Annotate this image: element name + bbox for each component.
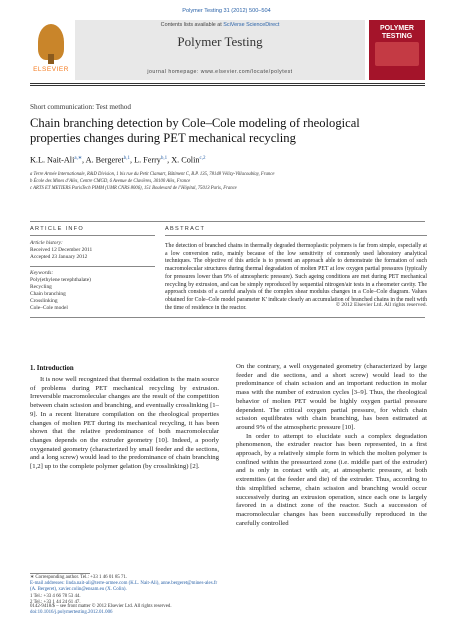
article-history — [30, 240, 92, 261]
footnotes — [30, 575, 219, 606]
footnote: 2 Tel.: +33 1 44 24 61 47. — [30, 599, 81, 605]
received-date: Received 12 December 2011 — [30, 247, 93, 253]
affiliation: b École des Mines d’Alès, Centre CMGD, 6 Avenue de Clavières, 30100 Alès, France — [30, 179, 191, 184]
journal-cover — [369, 20, 425, 80]
history-label: Article history: — [30, 240, 63, 246]
author-list: K.L. Nait-Ali$^{a,∗}$, A. Bergeret$^{b,1}$, L. Ferry$^{b,1}$, X. Colin$^{c,2}$ — [30, 155, 206, 165]
section-heading-introduction: 1. Introduction — [30, 365, 74, 372]
abstract-bottom-rule — [30, 317, 425, 318]
elsevier-logo — [30, 20, 72, 80]
journal-reference[interactable]: Polymer Testing 31 (2012) 500–504 — [182, 8, 271, 14]
keywords-label: Keywords: — [30, 270, 54, 276]
article-info-heading: ARTICLE INFO — [30, 226, 85, 232]
keyword: Recycling — [30, 284, 52, 290]
keywords — [30, 270, 91, 312]
author-name: X. Colin — [171, 155, 200, 165]
history-rule — [30, 266, 155, 267]
elsevier-trunk — [48, 54, 54, 64]
article-type: Short communication: Test method — [30, 103, 131, 111]
abstract-heading: ABSTRACT — [165, 226, 206, 232]
title-line-1: Chain branching detection by Cole–Cole modeling of rheological — [30, 116, 360, 130]
article-title — [30, 116, 425, 146]
footnote-email[interactable]: E-mail addresses: linda.nait-ali@terre-armee.com (K.L. Nait-Ali), anne.bergeret@mines-ales.fr (A. Bergeret), xavier.colin@ensam.eu (X. Colin). — [30, 581, 218, 593]
affiliation: a Terre Armée Internationale, R&D Division, 1 bis rue du Petit Clamart, Bâtiment C, B.P. 135, 78148 Vélizy-Villacoublay, France — [30, 172, 275, 177]
front-matter-line: 0142-9418/$ – see front matter © 2012 Elsevier Ltd. All rights reserved. — [30, 604, 172, 609]
footnote: 1 Tel.: +33 4 66 78 53 44. — [30, 593, 81, 599]
footnote-rule — [30, 573, 90, 574]
abstract-copyright: © 2012 Elsevier Ltd. All rights reserved. — [335, 302, 427, 308]
contents-line — [75, 22, 365, 28]
publisher-name: ELSEVIER — [33, 66, 69, 73]
footnote: ∗ Corresponding author. Tel.: +33 1 46 01 85 71. — [30, 575, 128, 580]
section-rule — [30, 221, 425, 222]
author-sup[interactable]: c,2 — [199, 156, 206, 161]
doi-link[interactable]: doi:10.1016/j.polymertesting.2012.01.006 — [30, 610, 113, 615]
author-sup[interactable]: b,1 — [123, 156, 130, 161]
cover-art — [375, 42, 419, 66]
intro-right-paragraph: On the contrary, a well oxygenated geometry (characterized by large feeder and die sections, and a short screw) would lead to the predominance of chain scission and an important reduction in molar mass with the number of extrusion cycles [3–9]. Thus, the rheological behavior of molten PET would be highly oxygen partial pressure dependent. The critical oxygen partial pressure, for which chain scission equilibrates with chain branching, has been estimated at around 9% of the atmospheric pressure [10]. — [236, 363, 427, 431]
author-name: A. Bergeret — [85, 155, 124, 165]
keyword: Chain branching — [30, 291, 66, 297]
author-sup[interactable]: b,1 — [160, 156, 168, 161]
author-sup[interactable]: a,∗ — [74, 156, 83, 161]
abstract-text: The detection of branched chains in thermally degraded thermoplastic polymers is far from simple, especially at a low conversion ratio, mainly because of the low sensitivity of commonly used laboratory analytical techniques. The objective of this article is to present an approach able to demonstrate the formation of such macromolecular structures during thermal degradation of molten PET at low oxygen partial pressures (typically for pressures lower than 9% of atmospheric pressure). Such ageing conditions are met during PET mechanical recycling by extrusion, and can be simply reproduced by sequential nitrogen/air tests in a rheometer cavity. The approach consists of a careful analysis of the complex shear modulus changes in a Cole–Cole diagram. Values obtained for Cole–Cole model parameter K' indicate clearly an accumulation of branched chains in the melt with the time of residence in the reactor. — [165, 243, 427, 311]
article-info-rule — [30, 235, 155, 236]
cover-title: POLYMER TESTING — [380, 25, 414, 40]
journal-homepage[interactable]: journal homepage: www.elsevier.com/locate/polytest — [147, 69, 293, 75]
keyword: Poly(ethylene terephthalate) — [30, 277, 91, 283]
header-rule — [30, 83, 425, 84]
accepted-date: Accepted 23 January 2012 — [30, 254, 88, 260]
author-name: L. Ferry — [134, 155, 161, 165]
affiliation: c ARTS ET METIERS ParisTech PIMM (UMR CNRS 8006), 151 Boulevard de l’Hôpital, 75013 Paris, France — [30, 186, 237, 191]
keyword: Crosslinking — [30, 298, 58, 304]
keyword: Cole–Cole model — [30, 305, 68, 311]
intro-left-column: It is now well recognized that thermal oxidation is the main source of problems during PET mechanical recycling by extrusion. Irreversible macromolecular changes are the result of the competition between chain scission and branching, and eventually crosslinking [1–9]. In a recent literature compilation on the rheological properties changes of molten PET during its mechanical recycling, it has been shown that the relative predominance of both macromolecular changes depends on the extruder geometry [10]. Indeed, a poorly oxygenated geometry (characterized by small feeder and die sections, and a long screw) would lead to the predominance of chain branching [1,2] up to the complete polymer gelation (by crosslinking) [2]. — [30, 376, 219, 471]
contents-prefix: Contents lists available at — [160, 22, 224, 28]
intro-right-paragraph-2: In order to attempt to elucidate such a complex degradation phenomenon, the extruder reactor has been represented, in a first approach, by a relatively simple form in which the molten polymer is confined within the pressurized zone (i.e. middle part of the extruder) and is only in contact with air, at atmospheric pressure, at both extremities (at the feeder and die) of the extruder. Thus, according to this simplified scheme, chain scission and branching would occur successively during an extrusion operation, since each one is largely favored in a distinct zone of the reactor. Such a succession of macromolecular changes has been successfully reproduced in the carefully controlled — [236, 432, 427, 527]
sciencedirect-link[interactable]: SciVerse ScienceDirect — [223, 22, 280, 28]
journal-title: Polymer Testing — [177, 34, 263, 49]
header-rule-thin — [30, 85, 425, 86]
author-name: K.L. Nait-Ali — [30, 155, 75, 165]
abstract-rule — [165, 235, 427, 236]
intro-right-column — [236, 363, 427, 528]
title-line-2: properties changes during PET mechanical recycling — [30, 131, 296, 145]
